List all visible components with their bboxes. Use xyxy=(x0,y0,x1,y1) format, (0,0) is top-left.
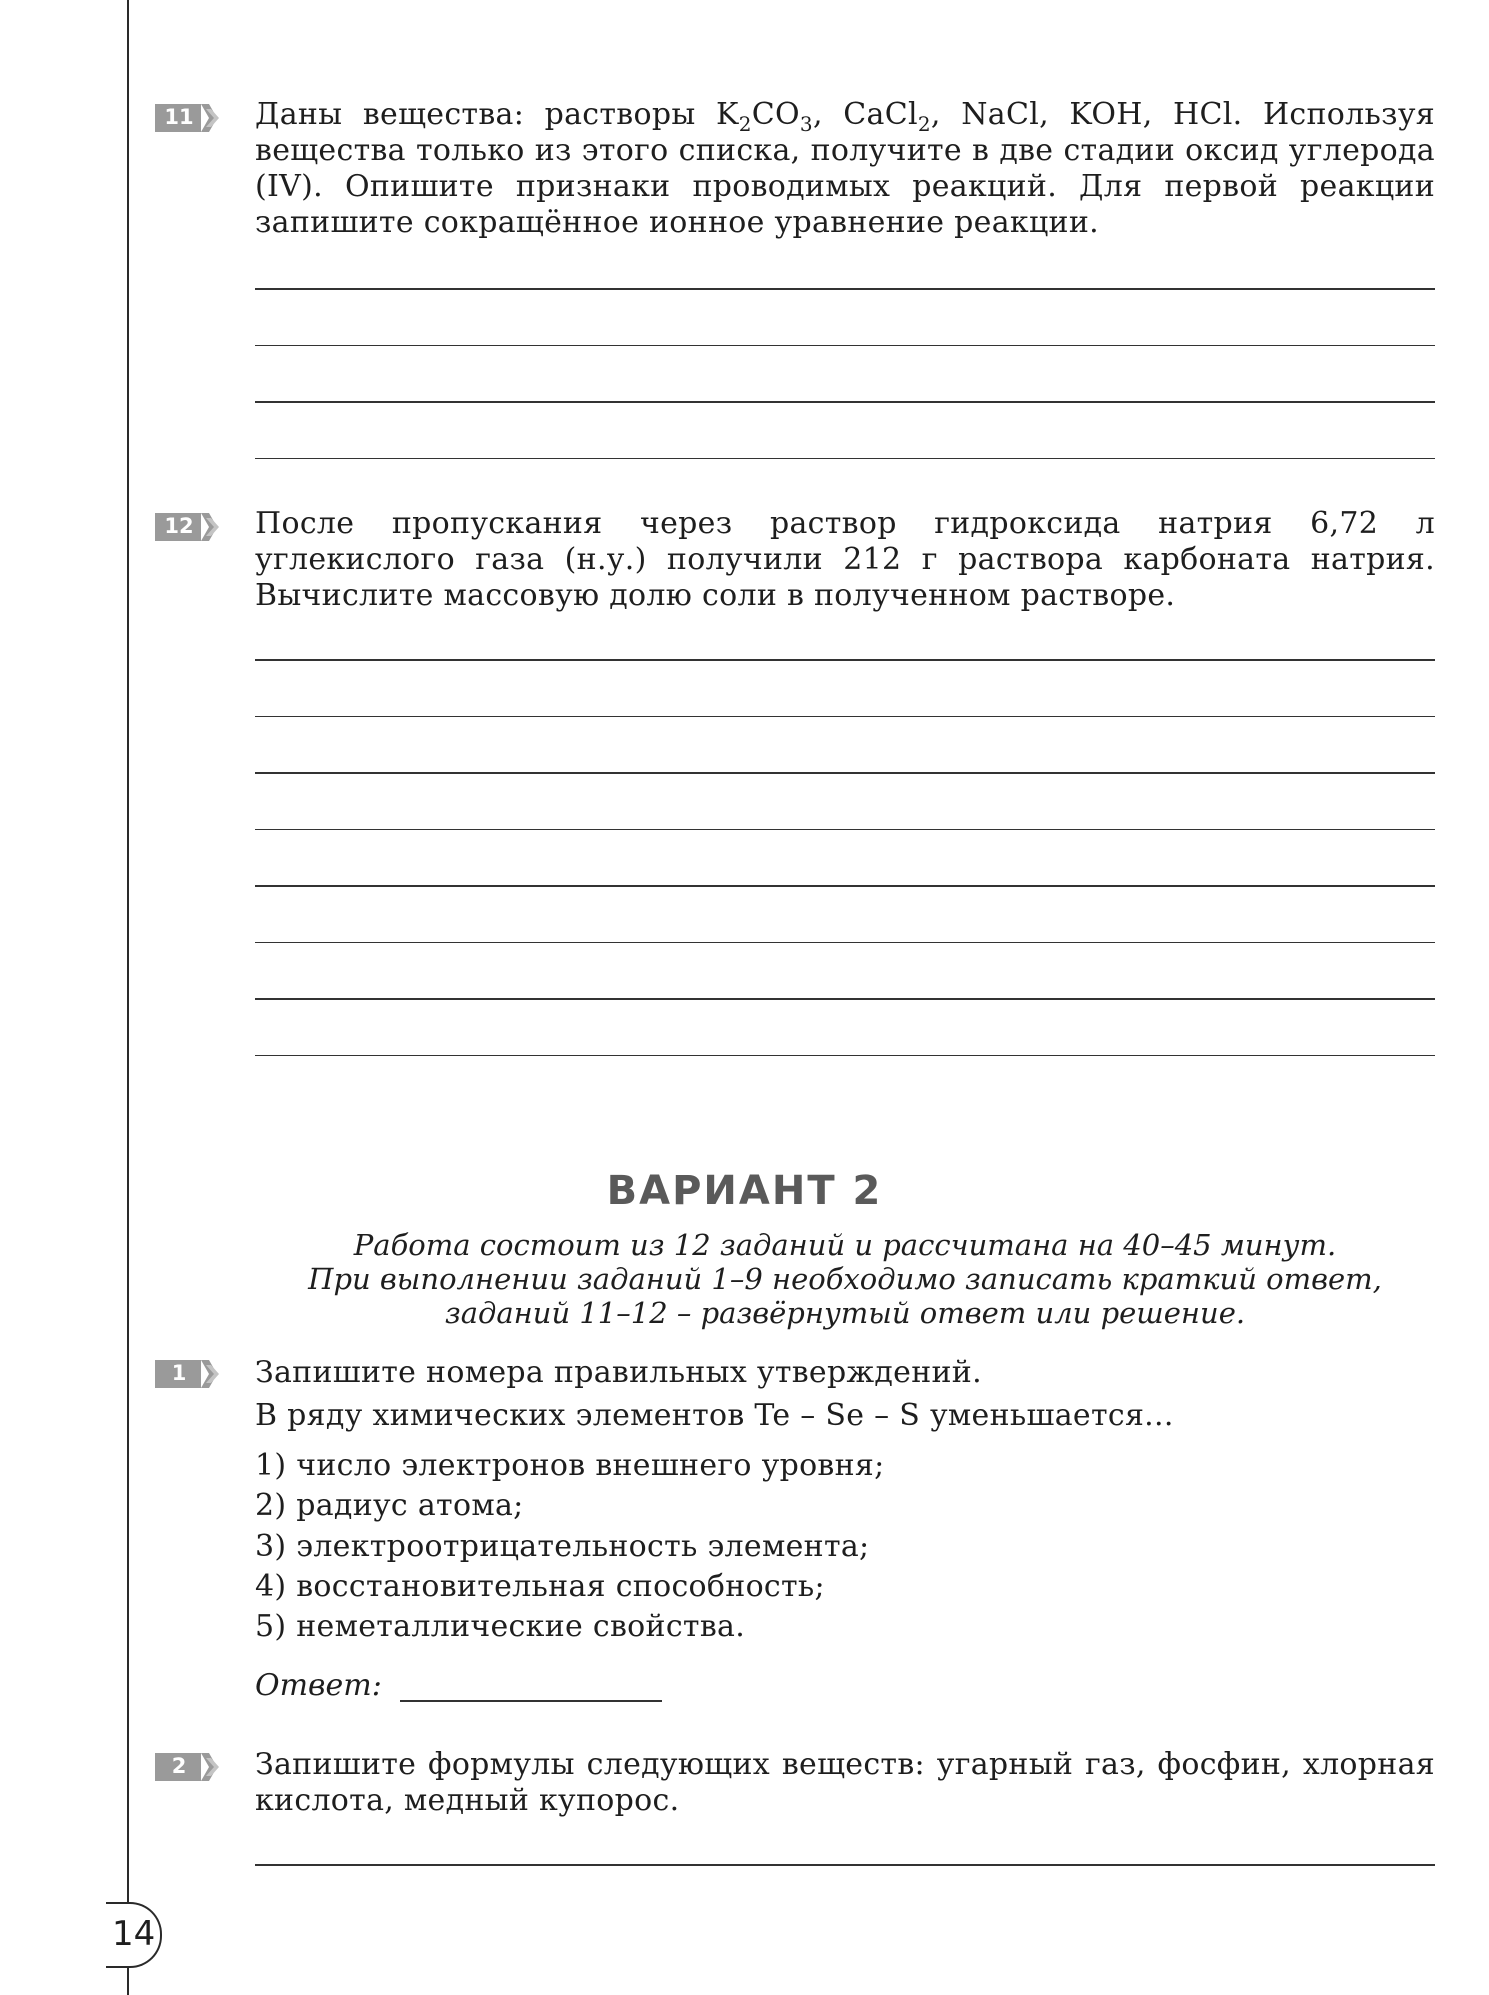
answer-line[interactable] xyxy=(255,772,1435,774)
variant-title: ВАРИАНТ 2 xyxy=(606,1168,883,1214)
answer-line[interactable] xyxy=(255,716,1435,718)
answer-input-line[interactable] xyxy=(400,1700,662,1702)
option-2: 2) радиус атома; xyxy=(255,1488,524,1523)
answer-line[interactable] xyxy=(255,458,1435,460)
answer-label: Ответ: xyxy=(255,1668,382,1703)
task-number-badge xyxy=(155,1750,221,1784)
answer-lines-11 xyxy=(255,288,1435,459)
intro-line: Работа состоит из 12 заданий и рассчитана на 40–45 минут. xyxy=(353,1228,1337,1262)
task-question: В ряду химических элементов Te – Se – S уменьшается... xyxy=(255,1398,1174,1433)
option-1: 1) число электронов внешнего уровня; xyxy=(255,1448,885,1483)
answer-lines-12 xyxy=(255,659,1435,1056)
option-4: 4) восстановительная способность; xyxy=(255,1569,825,1604)
margin-rule xyxy=(127,0,129,1995)
answer-line[interactable] xyxy=(255,1864,1435,1866)
answer-line[interactable] xyxy=(255,659,1435,661)
answer-line[interactable] xyxy=(255,401,1435,403)
page-number: 14 xyxy=(112,1914,156,1954)
badge-number: 1 xyxy=(171,1361,187,1385)
answer-lines-v2-2 xyxy=(255,1864,1435,1866)
intro-line: При выполнении заданий 1–9 необходимо записать краткий ответ, xyxy=(308,1262,1382,1296)
option-5: 5) неметаллические свойства. xyxy=(255,1609,746,1644)
task-prompt: Запишите номера правильных утверждений. xyxy=(255,1355,982,1390)
page-number-tab xyxy=(106,1902,162,1968)
answer-line[interactable] xyxy=(255,885,1435,887)
task-number-badge xyxy=(155,510,221,544)
badge-number: 2 xyxy=(171,1754,187,1778)
answer-line[interactable] xyxy=(255,998,1435,1000)
answer-line[interactable] xyxy=(255,942,1435,944)
badge-number: 11 xyxy=(164,105,194,129)
answer-line[interactable] xyxy=(255,829,1435,831)
intro-line: заданий 11–12 – развёрнутый ответ или решение. xyxy=(444,1296,1246,1330)
badge-number: 12 xyxy=(164,514,194,538)
answer-line[interactable] xyxy=(255,288,1435,290)
variant-intro xyxy=(255,1228,1435,1330)
answer-line[interactable] xyxy=(255,1055,1435,1057)
task-number-badge xyxy=(155,101,221,135)
task-11-text: Даны вещества: растворы $K_2CO_3$, CaCl$_2$, NaCl, KOH, HCl. Используя вещества только из этого списка, получите в две стадии оксид углерода (IV). Опишите признаки проводимых реакций. Для первой реакции запишите сокращённое ионное уравнение реакции. xyxy=(255,97,1435,240)
answer-line[interactable] xyxy=(255,345,1435,347)
option-3: 3) электроотрицательность элемента; xyxy=(255,1529,870,1564)
task-12-text: После пропускания через раствор гидроксида натрия 6,72 л углекислого газа (н.у.) получили 212 г раствора карбоната натрия. Вычислите массовую долю соли в полученном растворе. xyxy=(255,506,1435,613)
task-number-badge xyxy=(155,1357,221,1391)
task-2-text: Запишите формулы следующих веществ: угарный газ, фосфин, хлорная кислота, медный купорос. xyxy=(255,1747,1435,1818)
